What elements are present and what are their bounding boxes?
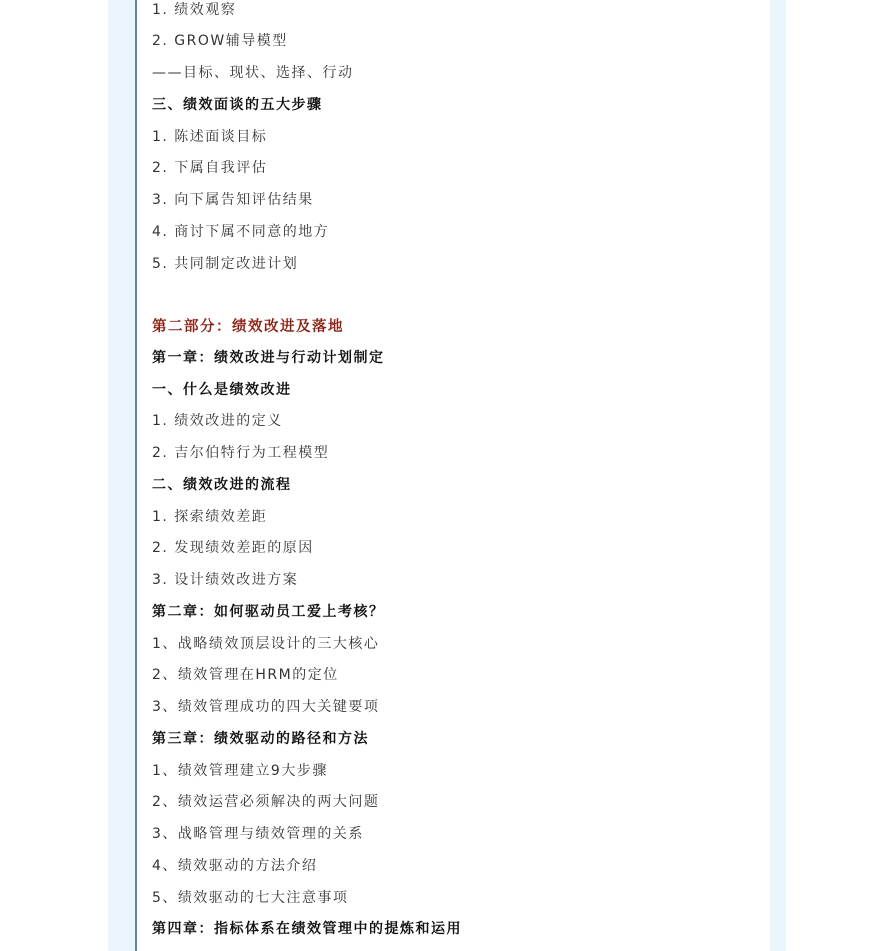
outline-line: 2. 发现绩效差距的原因: [152, 540, 314, 556]
outline-line: 3、绩效管理成功的四大关键要项: [152, 699, 380, 715]
outline-line: 2、绩效运营必须解决的两大问题: [152, 794, 380, 810]
outline-line: 1、绩效管理建立9大步骤: [152, 763, 328, 779]
left-border-rule: [135, 0, 137, 951]
outline-line: 1. 绩效观察: [152, 2, 237, 18]
outline-line: 1. 绩效改进的定义: [152, 413, 283, 429]
chapter-heading: 第一章：绩效改进与行动计划制定: [152, 350, 385, 366]
chapter-heading: 第三章：绩效驱动的路径和方法: [152, 731, 369, 747]
outline-line: 3. 向下属告知评估结果: [152, 192, 314, 208]
chapter-heading: 第二章：如何驱动员工爱上考核？: [152, 604, 385, 620]
outline-line: 5、绩效驱动的七大注意事项: [152, 890, 349, 906]
outline-line: 4. 商讨下属不同意的地方: [152, 224, 330, 240]
outline-line: 3. 设计绩效改进方案: [152, 572, 299, 588]
outline-heading: 一、什么是绩效改进: [152, 382, 292, 398]
outline-heading: 二、绩效改进的流程: [152, 477, 292, 493]
right-side-band: [770, 0, 786, 951]
outline-line: 2. 吉尔伯特行为工程模型: [152, 445, 330, 461]
left-side-band: [108, 0, 136, 951]
outline-line: 2. 下属自我评估: [152, 160, 268, 176]
outline-line: 3、战略管理与绩效管理的关系: [152, 826, 364, 842]
outline-line: ——目标、现状、选择、行动: [152, 65, 354, 81]
outline-line: 1. 陈述面谈目标: [152, 129, 268, 145]
outline-line: 2. GROW辅导模型: [152, 33, 288, 49]
outline-heading: 三、绩效面谈的五大步骤: [152, 97, 323, 113]
outline-line: 2、绩效管理在HRM的定位: [152, 667, 339, 683]
chapter-heading: 第四章：指标体系在绩效管理中的提炼和运用: [152, 921, 462, 937]
outline-line: 1. 探索绩效差距: [152, 509, 268, 525]
outline-line: 4、绩效驱动的方法介绍: [152, 858, 318, 874]
part-heading: 第二部分：绩效改进及落地: [152, 319, 344, 335]
outline-line: 5. 共同制定改进计划: [152, 256, 299, 272]
outline-line: 1、战略绩效顶层设计的三大核心: [152, 636, 380, 652]
